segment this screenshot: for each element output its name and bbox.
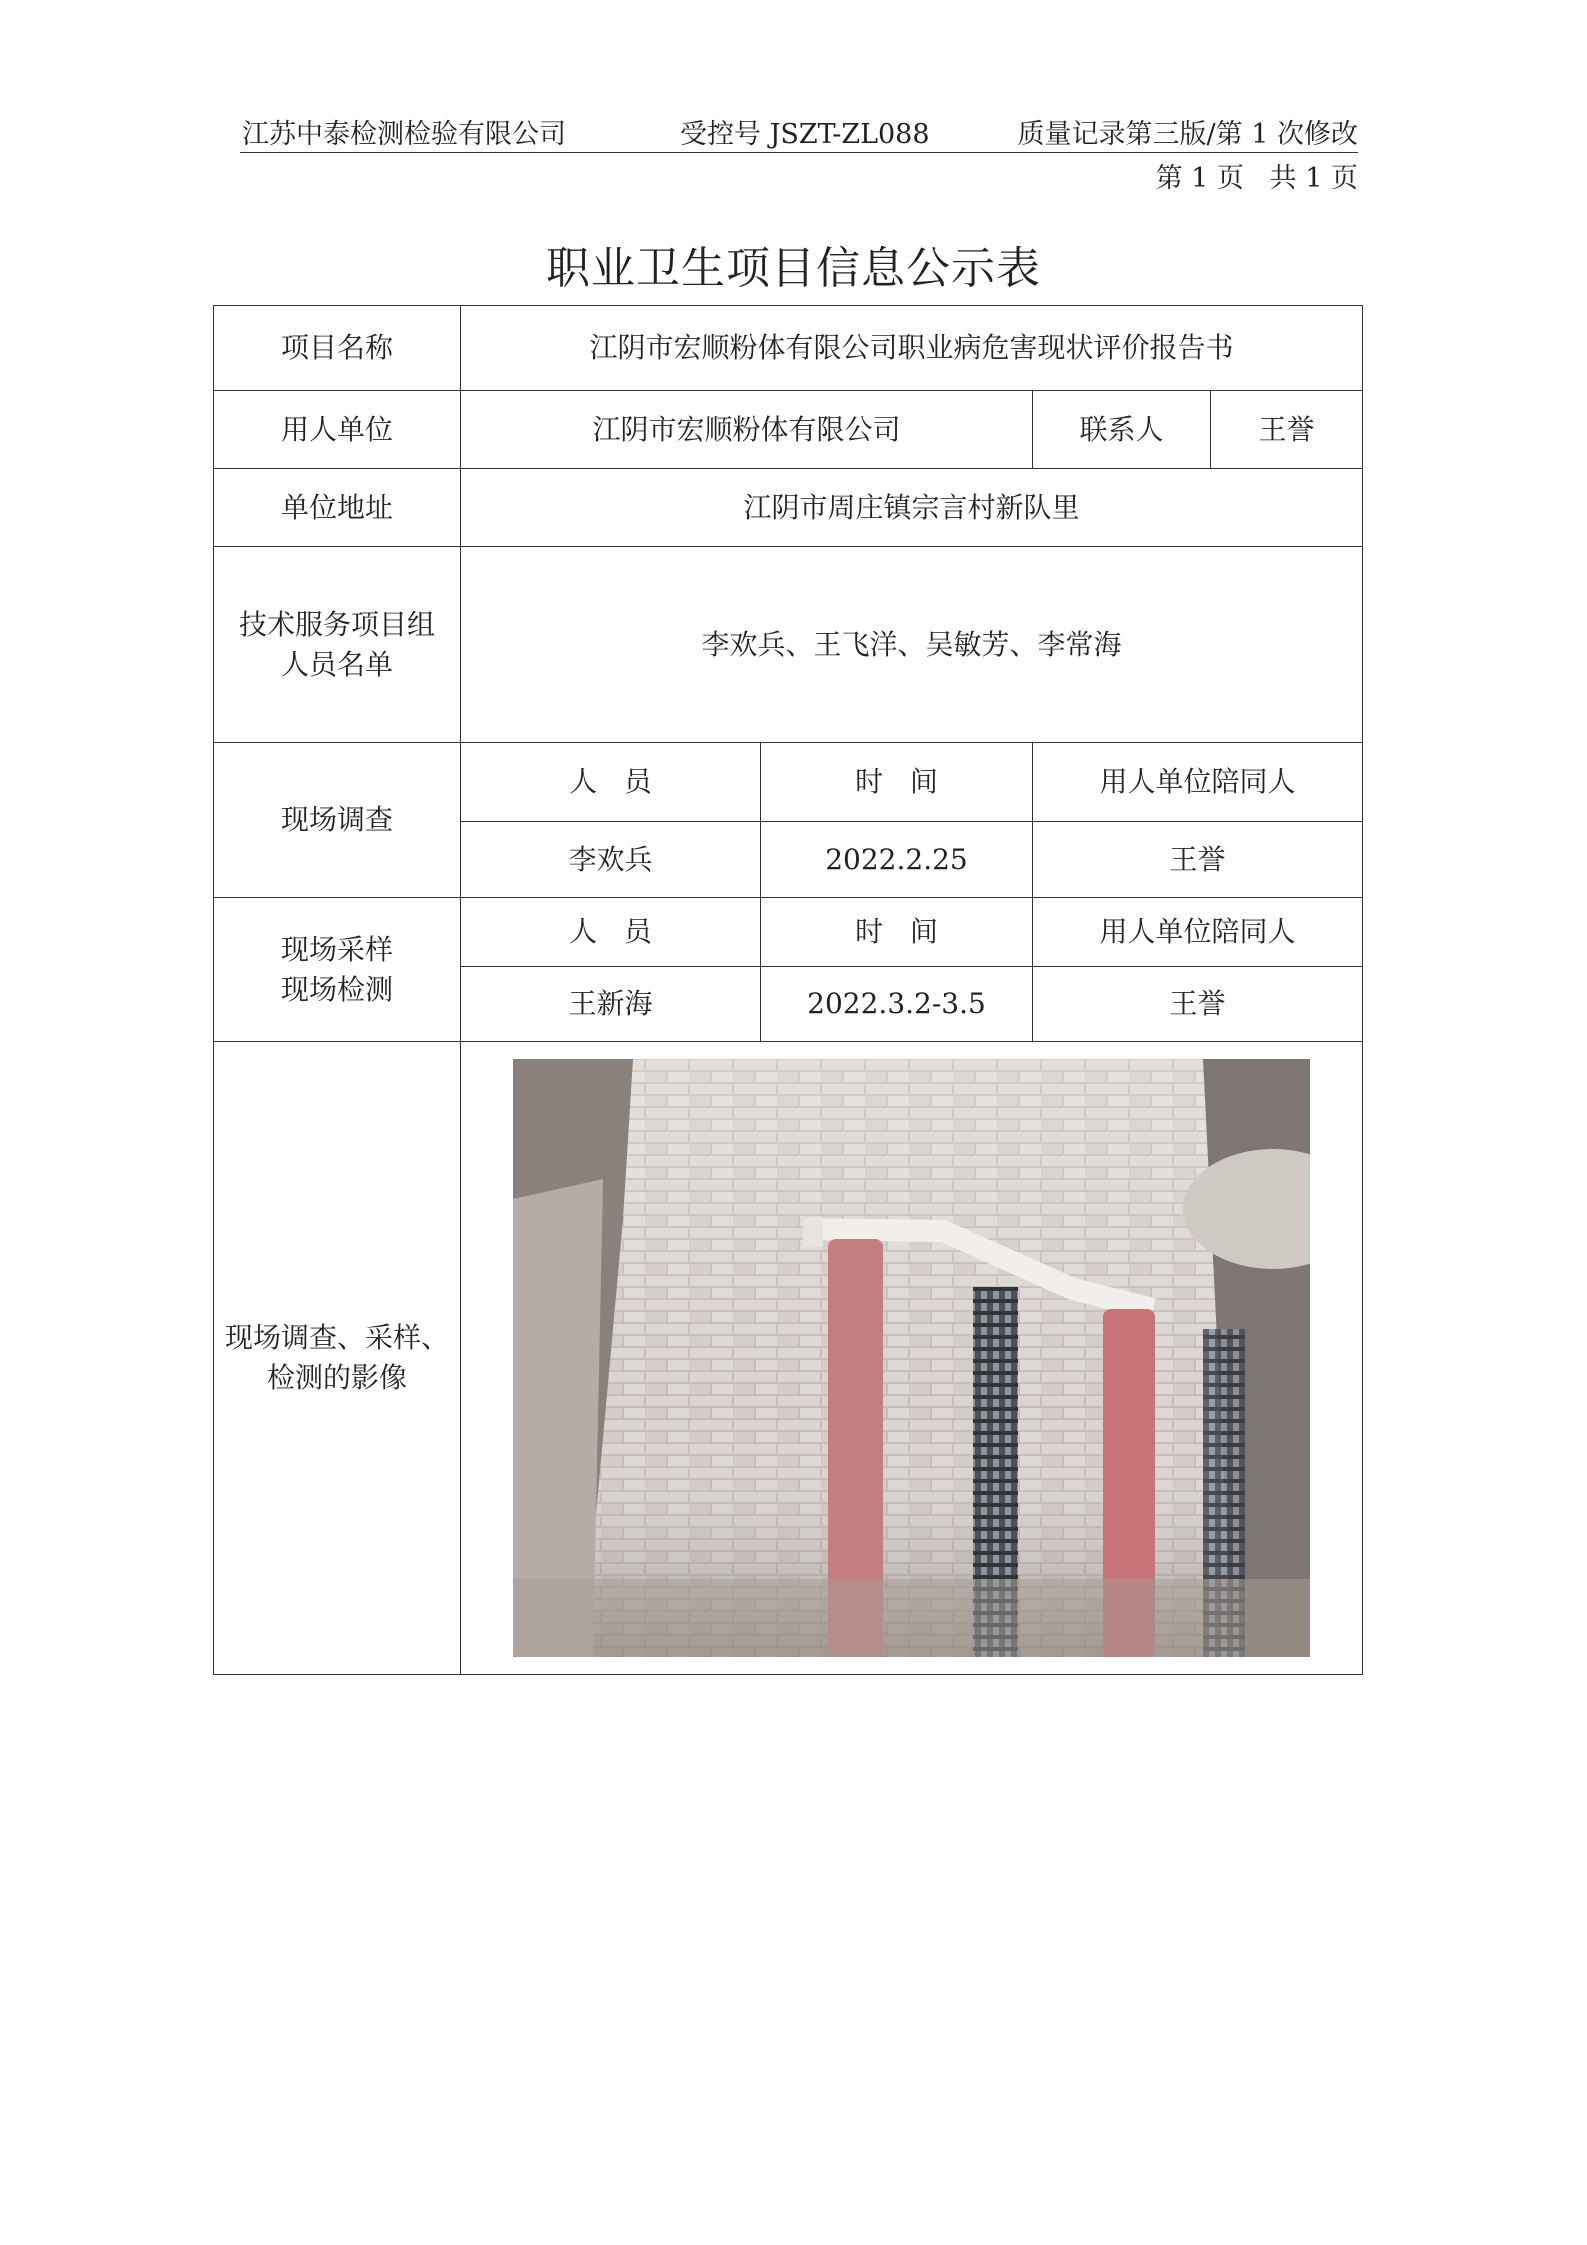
sampling-col-time: 时 间 (761, 898, 1033, 967)
team-label (214, 547, 461, 743)
site-photo-cell (461, 1042, 1363, 1675)
survey-label: 现场调查 (214, 743, 461, 898)
address-value: 江阴市周庄镇宗言村新队里 (461, 469, 1363, 547)
survey-col-person: 人 员 (461, 743, 761, 822)
site-photo (513, 1059, 1310, 1657)
employer-value: 江阴市宏顺粉体有限公司 (461, 391, 1033, 469)
employer-label: 用人单位 (214, 391, 461, 469)
survey-col-companion: 用人单位陪同人 (1033, 743, 1363, 822)
edition-info: 质量记录第三版/第 1 次修改 (1017, 119, 1358, 150)
sampling-companion: 王誉 (1033, 967, 1363, 1042)
sampling-col-person: 人 员 (461, 898, 761, 967)
document-title: 职业卫生项目信息公示表 (546, 243, 1041, 294)
sampling-label-line1: 现场采样 (280, 932, 393, 966)
company-name: 江苏中泰检测检验有限公司 (242, 119, 566, 150)
image-label-line2: 检测的影像 (266, 1361, 407, 1394)
project-name-value: 江阴市宏顺粉体有限公司职业病危害现状评价报告书 (461, 306, 1363, 391)
contact-label: 联系人 (1033, 391, 1211, 469)
project-name-label: 项目名称 (214, 306, 461, 391)
team-label-line2: 人员名单 (280, 647, 393, 681)
survey-col-time: 时 间 (761, 743, 1033, 822)
site-photo-illustration (513, 1059, 1310, 1657)
page-number: 第 1 页 共 1 页 (1155, 163, 1358, 194)
address-label: 单位地址 (214, 469, 461, 547)
contact-value: 王誉 (1211, 391, 1363, 469)
survey-time: 2022.2.25 (761, 822, 1033, 898)
info-table (213, 305, 1363, 1675)
document-header (240, 110, 1358, 153)
image-label-line1: 现场调查、采样、 (224, 1321, 449, 1354)
survey-companion: 王誉 (1033, 822, 1363, 898)
control-number: 受控号 JSZT-ZL088 (680, 119, 930, 150)
team-label-line1: 技术服务项目组 (238, 607, 435, 641)
image-label (214, 1042, 461, 1675)
sampling-person: 王新海 (461, 967, 761, 1042)
survey-person: 李欢兵 (461, 822, 761, 898)
sampling-label (214, 898, 461, 1042)
sampling-label-line2: 现场检测 (280, 972, 393, 1006)
team-members-value: 李欢兵、王飞洋、吴敏芳、李常海 (461, 547, 1363, 743)
sampling-col-companion: 用人单位陪同人 (1033, 898, 1363, 967)
sampling-time: 2022.3.2-3.5 (761, 967, 1033, 1042)
